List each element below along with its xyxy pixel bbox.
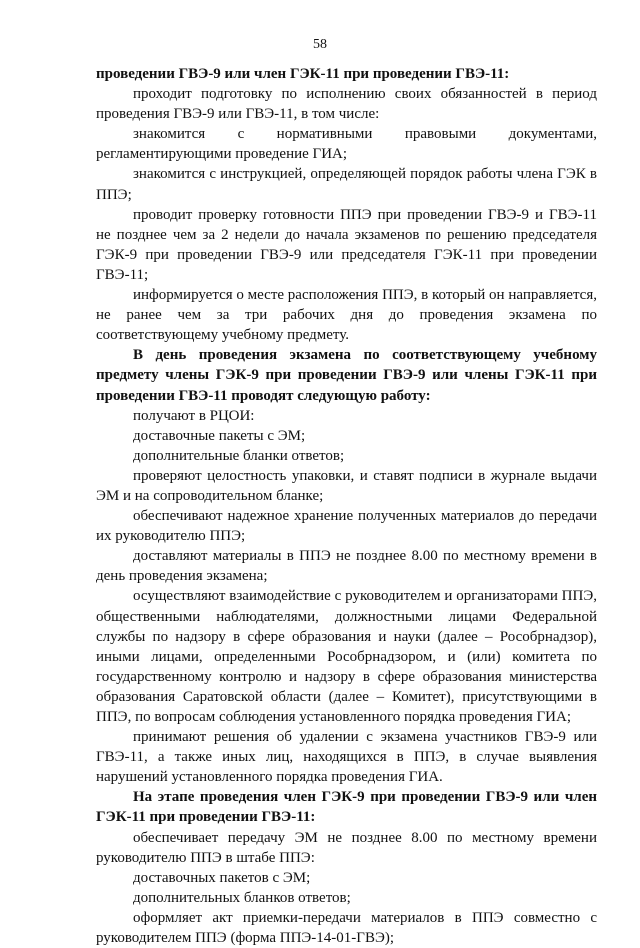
paragraph: доставочных пакетов с ЭМ; <box>133 869 311 886</box>
paragraph: доставляют материалы в ППЭ не позднее 8.00 по местному времени в день проведения экзамена; <box>96 548 597 585</box>
paragraph: знакомится с нормативными правовыми документами, регламентирующими проведение ГИА; <box>96 126 597 163</box>
paragraph: обеспечивает передачу ЭМ не позднее 8.00 по местному времени руководителю ППЭ в штабе ППЭ: <box>96 829 597 866</box>
paragraph: информируется о месте расположения ППЭ, в который он направляется, не ранее чем за три рабочих дня до проведения экзамена по соответствующему учебному предмету. <box>96 287 597 344</box>
paragraph: оформляет акт приемки-передачи материалов в ППЭ совместно с руководителем ППЭ (форма ППЭ-14-01-ГВЭ); <box>96 909 597 947</box>
paragraph: получают в РЦОИ: <box>133 407 255 424</box>
document-body <box>96 64 597 948</box>
paragraph: обеспечивают надежное хранение полученных материалов до передачи их руководителю ППЭ; <box>96 508 597 545</box>
paragraph-heading-exam-stage: На этапе проведения член ГЭК-9 при проведении ГВЭ-9 или член ГЭК-11 при проведении ГВЭ-11: <box>96 789 597 826</box>
paragraph: дополнительные бланки ответов; <box>133 447 345 464</box>
paragraph-heading-continued: проведении ГВЭ-9 или член ГЭК-11 при проведении ГВЭ-11: <box>96 66 510 82</box>
paragraph: проверяют целостность упаковки, и ставят подписи в журнале выдачи ЭМ и на сопроводительном бланке; <box>96 467 597 504</box>
paragraph-heading-exam-day: В день проведения экзамена по соответствующему учебному предмету члены ГЭК-9 при проведении ГВЭ-9 или члены ГЭК-11 при проведении ГВЭ-11 проводят следующую работу: <box>96 347 597 404</box>
paragraph: проходит подготовку по исполнению своих обязанностей в период проведения ГВЭ-9 или ГВЭ-11, в том числе: <box>96 86 597 123</box>
paragraph: доставочные пакеты с ЭМ; <box>133 427 306 444</box>
paragraph: осуществляют взаимодействие с руководителем и организаторами ППЭ, общественными наблюдателями, должностными лицами Федеральной службы по надзору в сфере образования и науки (далее – Рособрнадзор), иными лицами, определенными Рособрнадзором, и (или) комитета по государственному контролю и надзору в сфере образования министерства образования Саратовской области (далее – Комитет), присутствующими в ППЭ, по вопросам соблюдения установленного порядка проведения ГИА; <box>96 588 597 725</box>
page-number: 58 <box>313 37 327 52</box>
paragraph: знакомится с инструкцией, определяющей порядок работы члена ГЭК в ППЭ; <box>96 166 597 203</box>
paragraph: дополнительных бланков ответов; <box>133 889 351 906</box>
paragraph: принимают решения об удалении с экзамена участников ГВЭ-9 или ГВЭ-11, а также иных лиц, находящихся в ППЭ, в случае выявления нарушений установленного порядка проведения ГИА. <box>96 729 597 786</box>
paragraph: проводит проверку готовности ППЭ при проведении ГВЭ-9 и ГВЭ-11 не позднее чем за 2 недели до начала экзаменов по решению председателя ГЭК-9 при проведении ГВЭ-9 или председателя ГЭК-11 при проведении ГВЭ-11; <box>96 206 597 283</box>
